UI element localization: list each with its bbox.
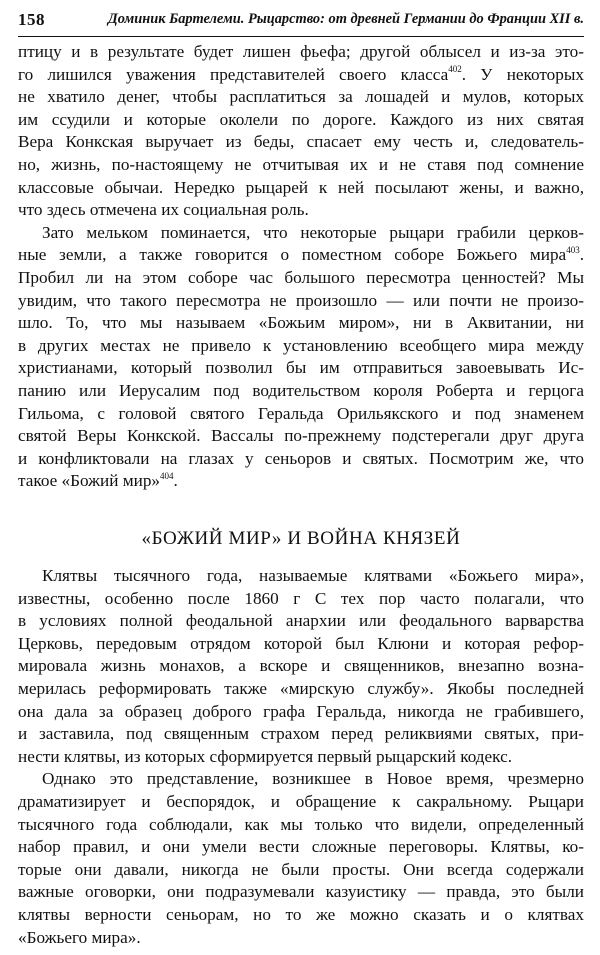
text-line: мировала жизнь монахов, а вскоре и священников, внезапно возна- — [18, 656, 584, 676]
footnote-ref[interactable]: 404 — [160, 470, 174, 481]
text-line: и конфликтовали на глазах у сеньоров и святых. Посмотрим же, что — [18, 448, 584, 468]
text-line: христианами, который позволил бы им отправиться завоевывать Ис- — [18, 358, 584, 378]
text-span: ные земли, а также говорится о поместном соборе Божьего мира — [18, 245, 567, 265]
text-line: Церковь, передовым отрядом которой был Клюни и которая рефор- — [18, 633, 584, 653]
text-line: мерилась реформировать также «мирскую службу». Якобы последней — [18, 678, 584, 698]
text-line: она дала за образец доброго графа Геральда, никогда не грабившего, — [18, 701, 584, 721]
text-line: классовые обычаи. Нередко рыцарей к ней посылают жены, и важно, — [18, 177, 584, 197]
text-span: такое «Божий мир» — [18, 471, 161, 491]
paragraph — [18, 222, 584, 493]
text-line: увидим, что такого пересмотра не произошло — или почти не произо- — [18, 290, 584, 310]
text-line: Вера Конкская выручает из беды, спасает ему честь и, следователь- — [18, 132, 584, 152]
text-line: известны, особенно после 1860 г С тех пор часто полагали, что — [18, 588, 584, 608]
text-line: тысячного года соблюдали, как мы только что видели, определенный — [18, 814, 584, 834]
text-line: в других местах не привело к установлению всеобщего мира между — [18, 335, 584, 355]
page-header — [18, 6, 584, 34]
text-line: Гильома, с головой святого Геральда Орильякского и под знаменем — [18, 403, 584, 423]
text-line: Однако это представление, возникшее в Новое время, чрезмерно — [42, 769, 584, 789]
footnote-ref[interactable]: 402 — [448, 63, 462, 74]
text-span: . — [579, 245, 584, 265]
text-line: панию или Иерусалим под водительством короля Роберта и герцога — [18, 380, 584, 400]
text-line: птицу и в результате будет лишен фьефа; другой облысел и из-за это- — [18, 42, 584, 61]
text-line: им ссудили и которые околели по дороге. Каждого из них святая — [18, 109, 584, 129]
text-line: в условиях полной феодальной анархии или феодального варварства — [18, 611, 584, 631]
text-line: нести клятвы, из которых сформируется первый рыцарский кодекс. — [18, 746, 513, 766]
text-line: Клятвы тысячного года, называемые клятвами «Божьего мира», — [42, 566, 584, 585]
text-line — [18, 64, 584, 87]
footnote-ref[interactable]: 403 — [566, 244, 580, 255]
text-line: шло. То, что мы называем «Божьим миром», ни в Аквитании, ни — [18, 313, 584, 333]
text-line: клятвы верности сеньорам, но то же можно сказать и о клятвах — [18, 904, 584, 924]
paragraph — [18, 768, 584, 949]
header-rule — [18, 36, 584, 37]
body-text — [18, 41, 584, 493]
text-span: го лишился уважения представителей своего класса — [18, 64, 449, 84]
paragraph — [18, 565, 584, 768]
page-number: 158 — [18, 10, 45, 29]
text-span: . — [173, 471, 178, 491]
text-line: Пробил ли на этом соборе час большого пересмотра ценностей? Мы — [18, 267, 584, 287]
section-body — [18, 565, 584, 949]
text-span: . У некоторых — [461, 64, 584, 84]
text-line: но, жизнь, по-настоящему не отчитывая их и не ставя под сомнение — [18, 154, 584, 174]
text-line: «Божьего мира». — [18, 927, 141, 947]
text-line: Зато мельком поминается, что некоторые рыцари грабили церков- — [42, 222, 584, 242]
text-line: драматизирует и беспорядок, и обращение к сакральному. Рыцари — [18, 791, 584, 811]
text-line: не хватило денег, чтобы расплатиться за лошадей и мулов, которых — [18, 87, 584, 107]
text-line: святой Веры Конкской. Вассалы по-прежнему подстерегали друг друга — [18, 426, 584, 446]
text-line: что здесь отмечена их социальная роль. — [18, 200, 309, 220]
text-line — [18, 470, 584, 493]
running-title: Доминик Бартелеми. Рыцарство: от древней Германии до Франции XII в. — [107, 11, 584, 27]
text-line: торые они давали, никогда не были просты. Они всегда содержали — [18, 859, 584, 879]
text-line: важные оговорки, они подразумевали казуистику — правда, это были — [18, 882, 584, 902]
section-heading: «БОЖИЙ МИР» И ВОЙНА КНЯЗЕЙ — [141, 528, 461, 549]
text-line — [18, 244, 584, 267]
text-line: набор правил, и они умели вести сложные переговоры. Клятвы, ко- — [18, 837, 584, 857]
paragraph — [18, 41, 584, 222]
text-line: и заставила, под священным страхом перед реликвиями святых, при- — [18, 724, 584, 744]
